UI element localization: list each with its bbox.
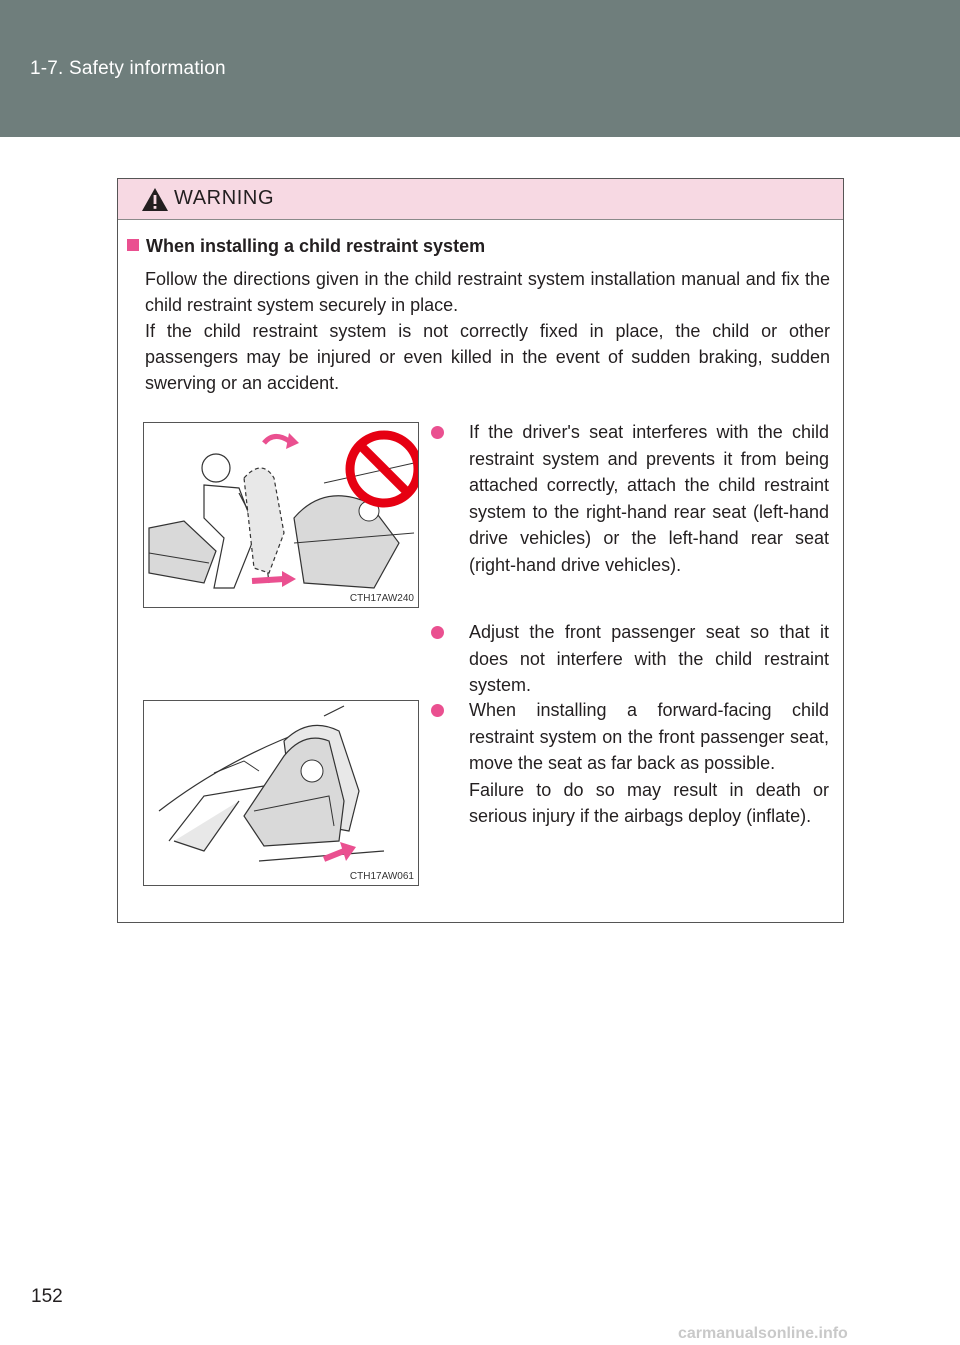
figure-code-1: CTH17AW240 xyxy=(349,593,414,604)
figure-illustration-1 xyxy=(144,423,419,608)
bullet-text-continued: Failure to do so may result in death or serious injury if the airbags deploy (inflate). xyxy=(469,779,829,826)
bullet-item xyxy=(431,697,829,830)
page-header xyxy=(0,0,960,137)
square-bullet-icon xyxy=(127,239,139,251)
page-number: 152 xyxy=(31,1286,63,1307)
bullet-item xyxy=(431,619,829,699)
figure-forward-facing-seat xyxy=(143,700,419,886)
figure-driver-seat-interference xyxy=(143,422,419,608)
arrow-icon xyxy=(324,842,356,861)
warning-title: WARNING xyxy=(174,187,275,209)
circle-bullet-icon xyxy=(431,426,444,439)
warning-box xyxy=(117,178,844,923)
warning-paragraph-1: Follow the directions given in the child restraint system installation manual and fix the child restraint system securely in place. xyxy=(145,269,830,315)
bullet-text: When installing a forward-facing child restraint system on the front passenger seat, move the seat as far back as possible. xyxy=(469,700,829,773)
warning-header xyxy=(118,179,843,220)
warning-paragraph-2: If the child restraint system is not correctly fixed in place, the child or other passengers may be injured or even killed in the event of sudden braking, sudden swerving or an accident. xyxy=(145,321,830,393)
section-title: 1-7. Safety information xyxy=(30,58,226,79)
bullet-text: If the driver's seat interferes with the child restraint system and prevents it from being attached correctly, attach the child restraint system to the right-hand rear seat (left-hand drive vehicles) or the left-hand rear seat (right-hand drive vehicles). xyxy=(469,422,829,575)
warning-triangle-icon xyxy=(141,187,169,212)
prohibited-icon xyxy=(350,435,418,503)
circle-bullet-icon xyxy=(431,704,444,717)
figure-illustration-2 xyxy=(144,701,419,886)
warning-subheading xyxy=(127,236,485,257)
figure-code-2: CTH17AW061 xyxy=(349,871,414,882)
subheading-text: When installing a child restraint system xyxy=(146,236,486,256)
watermark: carmanualsonline.info xyxy=(678,1325,848,1342)
bullet-text: Adjust the front passenger seat so that it does not interfere with the child restraint system. xyxy=(469,622,829,695)
circle-bullet-icon xyxy=(431,626,444,639)
bullet-item xyxy=(431,419,829,578)
